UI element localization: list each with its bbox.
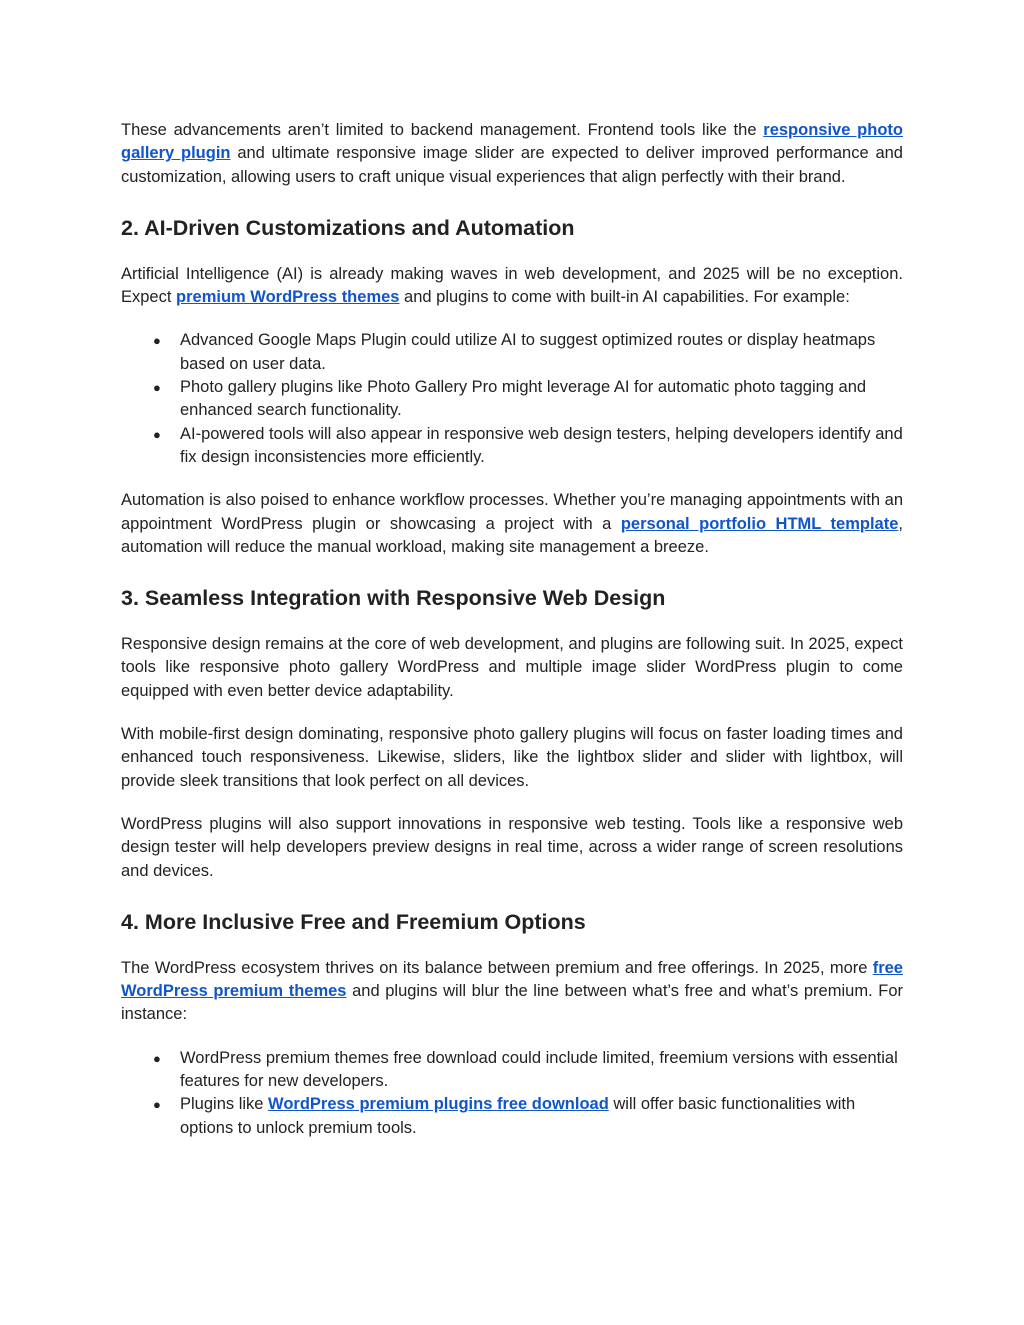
section-2-heading: 2. AI-Driven Customizations and Automation (121, 215, 575, 240)
section-2-bullet-list (121, 329, 903, 469)
list-item (121, 1093, 903, 1140)
section-4-paragraph-1 (121, 957, 903, 1027)
bullet-icon: ● (153, 1050, 161, 1066)
section-3-paragraph-1: Responsive design remains at the core of web development, and plugins are following suit. In 2025, expect tools like responsive photo gallery WordPress and multiple image slider WordPress plugin to come equipped with even better device adaptability. (121, 635, 903, 700)
intro-paragraph (121, 119, 903, 189)
responsive-photo-gallery-plugin-link[interactable]: responsive photo gallery plugin (121, 121, 903, 163)
bullet-icon: ● (153, 426, 161, 442)
intro-text-after: and ultimate responsive image slider are expected to deliver improved performance and customization, allowing users to craft unique visual experiences that align perfectly with their brand. (121, 144, 903, 186)
s2p1-text-after: and plugins to come with built-in AI capabilities. For example: (399, 288, 850, 307)
list-item-text: Photo gallery plugins like Photo Gallery Pro might leverage AI for automatic photo tagging and enhanced search functionality. (180, 378, 867, 420)
list-item-text: Advanced Google Maps Plugin could utilize AI to suggest optimized routes or display heatmaps based on user data. (180, 331, 876, 373)
list-item (121, 329, 903, 376)
bullet-icon: ● (153, 380, 161, 396)
bullet-icon: ● (153, 333, 161, 349)
section-3-paragraph-3: WordPress plugins will also support innovations in responsive web testing. Tools like a responsive web design tester will help developers preview designs in real time, across a wider range of screen resolutions and devices. (121, 814, 903, 880)
section-4-heading: 4. More Inclusive Free and Freemium Options (121, 909, 586, 934)
section-2-paragraph-1 (121, 263, 903, 310)
free-wordpress-premium-themes-link[interactable]: free WordPress premium themes (121, 958, 903, 1001)
section-4-bullet-list (121, 1047, 903, 1140)
section-3-paragraph-2: With mobile-first design dominating, responsive photo gallery plugins will focus on faster loading times and enhanced touch responsiveness. Likewise, sliders, like the lightbox slider and slider with lightbox, will provide sleek transitions that look perfect on all devices. (121, 725, 903, 790)
list-item-text: AI-powered tools will also appear in responsive web design testers, helping developers identify and fix design inconsistencies more efficiently. (180, 424, 903, 466)
s4p1-text-before: The WordPress ecosystem thrives on its balance between premium and free offerings. In 2025, more (121, 958, 873, 977)
s4p1-text-after: and plugins will blur the line between what’s free and what’s premium. For instance: (121, 982, 904, 1024)
intro-text-before: These advancements aren’t limited to backend management. Frontend tools like the (121, 121, 764, 139)
s2p2-text-before: Automation is also poised to enhance workflow processes. Whether you’re managing appointments with an appointment WordPress plugin or showcasing a project with a (121, 491, 903, 533)
bullet-icon: ● (153, 1097, 161, 1113)
list-item (121, 1047, 903, 1094)
s2p1-text-before: Artificial Intelligence (AI) is already making waves in web development, and 2025 will be no exception. Expect (121, 264, 903, 307)
list-item-text: WordPress premium themes free download could include limited, freemium versions with essential features for new developers. (180, 1048, 898, 1091)
personal-portfolio-html-template-link[interactable]: personal portfolio HTML template (620, 514, 899, 533)
section-2-paragraph-2 (121, 489, 903, 559)
list-item-text-after: will offer basic functionalities with options to unlock premium tools. (180, 1095, 856, 1137)
premium-wordpress-themes-link[interactable]: premium WordPress themes (176, 288, 400, 307)
list-item (121, 376, 903, 423)
wordpress-premium-plugins-free-download-link[interactable]: WordPress premium plugins free download (268, 1095, 609, 1114)
list-item (121, 423, 903, 470)
s2p2-text-after: , automation will reduce the manual workload, making site management a breeze. (121, 514, 904, 556)
section-3-heading: 3. Seamless Integration with Responsive Web Design (121, 586, 666, 611)
list-item-text-before: Plugins like (180, 1095, 269, 1114)
